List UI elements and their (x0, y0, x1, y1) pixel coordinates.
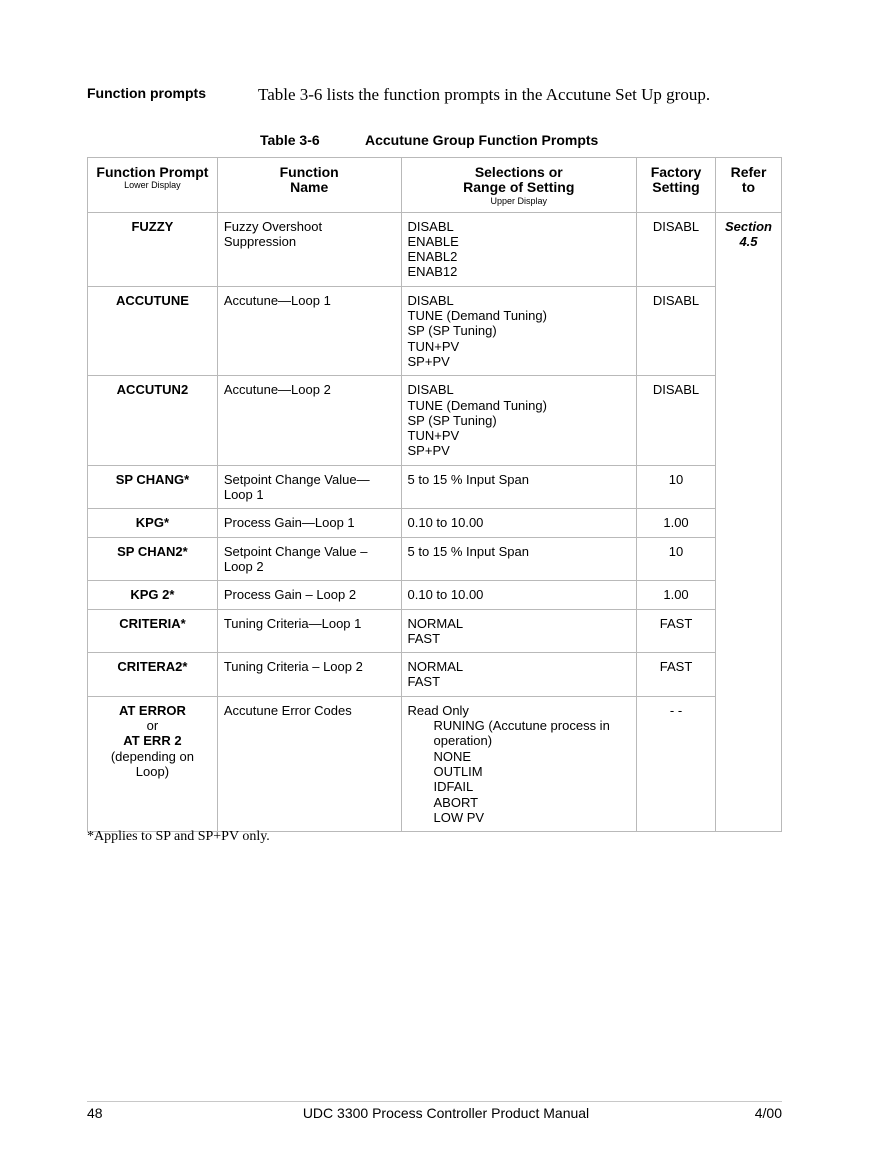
footer-page-number: 48 (87, 1105, 103, 1121)
function-name-cell: Setpoint Change Value – Loop 2 (217, 537, 401, 581)
factory-setting-cell: - - (637, 696, 716, 831)
factory-setting-cell: FAST (637, 609, 716, 653)
table-row (88, 509, 782, 537)
selections-cell: DISABL ENABLE ENABL2 ENAB12 (401, 212, 637, 286)
factory-setting-cell: 10 (637, 465, 716, 509)
prompt-cell: ACCUTUN2 (88, 376, 218, 465)
factory-setting-cell: 1.00 (637, 581, 716, 609)
intro-paragraph: Table 3-6 lists the function prompts in the Accutune Set Up group. (258, 85, 711, 104)
table-number: Table 3-6 (260, 132, 320, 148)
header-function-name: Function Name (217, 158, 401, 213)
selections-cell: 0.10 to 10.00 (401, 581, 637, 609)
function-name-cell: Process Gain – Loop 2 (217, 581, 401, 609)
function-prompts-table (87, 157, 782, 832)
selections-cell: NORMAL FAST (401, 653, 637, 697)
table-row (88, 212, 782, 286)
function-name-cell: Tuning Criteria—Loop 1 (217, 609, 401, 653)
table-row (88, 376, 782, 465)
selections-cell: NORMAL FAST (401, 609, 637, 653)
prompt-cell: KPG 2* (88, 581, 218, 609)
prompt-cell: AT ERROR or AT ERR 2 (depending on Loop) (88, 696, 218, 831)
selections-cell: Read Only RUNING (Accutune process in operation) NONE OUTLIM IDFAIL ABORT LOW PV (401, 696, 637, 831)
factory-setting-cell: 10 (637, 537, 716, 581)
side-heading: Function prompts (87, 85, 206, 101)
table-row (88, 537, 782, 581)
prompt-cell: KPG* (88, 509, 218, 537)
header-factory-setting: Factory Setting (637, 158, 716, 213)
function-name-cell: Accutune Error Codes (217, 696, 401, 831)
table-title: Accutune Group Function Prompts (365, 132, 599, 148)
selections-cell: 5 to 15 % Input Span (401, 537, 637, 581)
factory-setting-cell: FAST (637, 653, 716, 697)
factory-setting-cell: DISABL (637, 376, 716, 465)
header-selections: Selections or Range of Setting Upper Display (401, 158, 637, 213)
factory-setting-cell: DISABL (637, 286, 716, 375)
prompt-cell: SP CHANG* (88, 465, 218, 509)
function-name-cell: Accutune—Loop 1 (217, 286, 401, 375)
prompt-cell: FUZZY (88, 212, 218, 286)
table-footnote: *Applies to SP and SP+PV only. (87, 829, 270, 844)
header-function-prompt: Function Prompt Lower Display (88, 158, 218, 213)
selections-cell: 0.10 to 10.00 (401, 509, 637, 537)
selections-cell: DISABL TUNE (Demand Tuning) SP (SP Tuning) TUN+PV SP+PV (401, 376, 637, 465)
factory-setting-cell: 1.00 (637, 509, 716, 537)
table-header-row (88, 158, 782, 213)
header-lower-display: Lower Display (124, 180, 181, 191)
prompt-cell: CRITERA2* (88, 653, 218, 697)
table-row (88, 696, 782, 831)
function-name-cell: Setpoint Change Value— Loop 1 (217, 465, 401, 509)
table-row (88, 465, 782, 509)
table-row (88, 653, 782, 697)
table-row (88, 609, 782, 653)
table-row (88, 286, 782, 375)
factory-setting-cell: DISABL (637, 212, 716, 286)
header-upper-display: Upper Display (490, 195, 548, 206)
footer-manual-title: UDC 3300 Process Controller Product Manual (302, 1105, 590, 1121)
prompt-cell: CRITERIA* (88, 609, 218, 653)
refer-to-cell: Section 4.5 (715, 212, 781, 832)
table-caption (260, 132, 598, 148)
footer-divider (87, 1101, 782, 1102)
function-name-cell: Process Gain—Loop 1 (217, 509, 401, 537)
header-refer-to: Refer to (715, 158, 781, 213)
footer-date: 4/00 (754, 1105, 782, 1121)
prompt-cell: SP CHAN2* (88, 537, 218, 581)
selections-cell: 5 to 15 % Input Span (401, 465, 637, 509)
selections-cell: DISABL TUNE (Demand Tuning) SP (SP Tuning) TUN+PV SP+PV (401, 286, 637, 375)
function-name-cell: Tuning Criteria – Loop 2 (217, 653, 401, 697)
function-name-cell: Accutune—Loop 2 (217, 376, 401, 465)
prompt-cell: ACCUTUNE (88, 286, 218, 375)
table-row (88, 581, 782, 609)
function-name-cell: Fuzzy Overshoot Suppression (217, 212, 401, 286)
